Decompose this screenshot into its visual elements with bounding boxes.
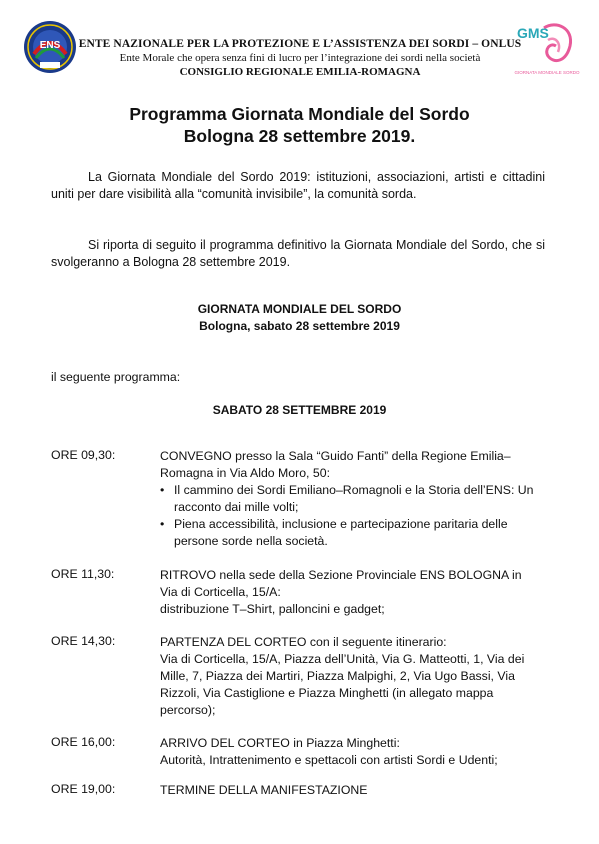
event-subheading: Bologna, sabato 28 settembre 2019 (199, 319, 400, 333)
schedule-text-2a: RITROVO nella sede della Sezione Provinciale ENS BOLOGNA in (160, 568, 522, 582)
schedule-time-1: ORE 09,30: (51, 448, 116, 462)
bullet-icon: • (160, 517, 165, 531)
schedule-time-4: ORE 16,00: (51, 735, 116, 749)
schedule-text-3e: percorso); (160, 703, 216, 717)
day-heading: SABATO 28 SETTEMBRE 2019 (212, 403, 387, 417)
gms-logo-text: GMS (517, 25, 549, 41)
program-lead: il seguente programma: (51, 370, 181, 384)
schedule-text-3d: Rizzoli, Via Castiglione e Piazza Minghetti (in allegato mappa (160, 686, 494, 700)
event-heading: GIORNATA MONDIALE DEL SORDO (197, 302, 402, 316)
schedule-text-2c: distribuzione T–Shirt, palloncini e gadget; (160, 602, 385, 616)
document-subtitle: Bologna 28 settembre 2019. (183, 126, 416, 146)
schedule-text-3a: PARTENZA DEL CORTEO con il seguente itinerario: (160, 635, 447, 649)
intro-paragraph-2: Si riporta di seguito il programma definitivo la Giornata Mondiale del Sordo, che si svolgeranno a Bologna 28 settembre 2019. (51, 238, 545, 269)
schedule-text-1a: CONVEGNO presso la Sala “Guido Fanti” della Regione Emilia– (160, 449, 511, 463)
ens-logo-text: ENS (39, 40, 61, 51)
schedule-bullet-2a: Piena accessibilità, inclusione e partecipazione paritaria delle (174, 517, 508, 531)
header-regional-council: CONSIGLIO REGIONALE EMILIA-ROMAGNA (179, 66, 421, 78)
document-title: Programma Giornata Mondiale del Sordo (129, 104, 470, 124)
schedule-time-2: ORE 11,30: (51, 567, 115, 581)
gms-logo-caption: GIORNATA MONDIALE SORDO (514, 70, 580, 75)
header-org-name: ENTE NAZIONALE PER LA PROTEZIONE E L’ASSISTENZA DEI SORDI – ONLUS (78, 38, 522, 50)
schedule-text-2b: Via di Corticella, 15/A: (160, 585, 281, 599)
schedule-text-4a: ARRIVO DEL CORTEO in Piazza Minghetti: (160, 736, 400, 750)
schedule-text-5: TERMINE DELLA MANIFESTAZIONE (160, 783, 368, 797)
bullet-icon: • (160, 483, 165, 497)
schedule-bullet-2b: persone sorde nella società. (174, 534, 328, 548)
schedule-text-4b: Autorità, Intrattenimento e spettacoli con artisti Sordi e Udenti; (160, 753, 498, 767)
schedule-text-3c: Mille, 7, Piazza dei Martiri, Piazza Malpighi, 2, Via Ugo Bassi, Via (160, 669, 515, 683)
schedule-text-1b: Romagna in Via Aldo Moro, 50: (160, 466, 330, 480)
intro-paragraph-1: La Giornata Mondiale del Sordo 2019: istituzioni, associazioni, artisti e cittadini uniti per dare visibilità alla “comunità invisibile”, la comunità sorda. (51, 170, 545, 201)
header-org-description: Ente Morale che opera senza fini di lucro per l’integrazione dei sordi nella società (119, 52, 481, 64)
schedule-bullet-1a: Il cammino dei Sordi Emiliano–Romagnoli e la Storia dell’ENS: Un (174, 483, 534, 497)
schedule-time-5: ORE 19,00: (51, 782, 116, 796)
schedule-bullet-1b: racconto dai mille volti; (174, 500, 299, 514)
schedule-text-3b: Via di Corticella, 15/A, Piazza dell’Unità, Via G. Matteotti, 1, Via dei (160, 652, 525, 666)
schedule-time-3: ORE 14,30: (51, 634, 116, 648)
